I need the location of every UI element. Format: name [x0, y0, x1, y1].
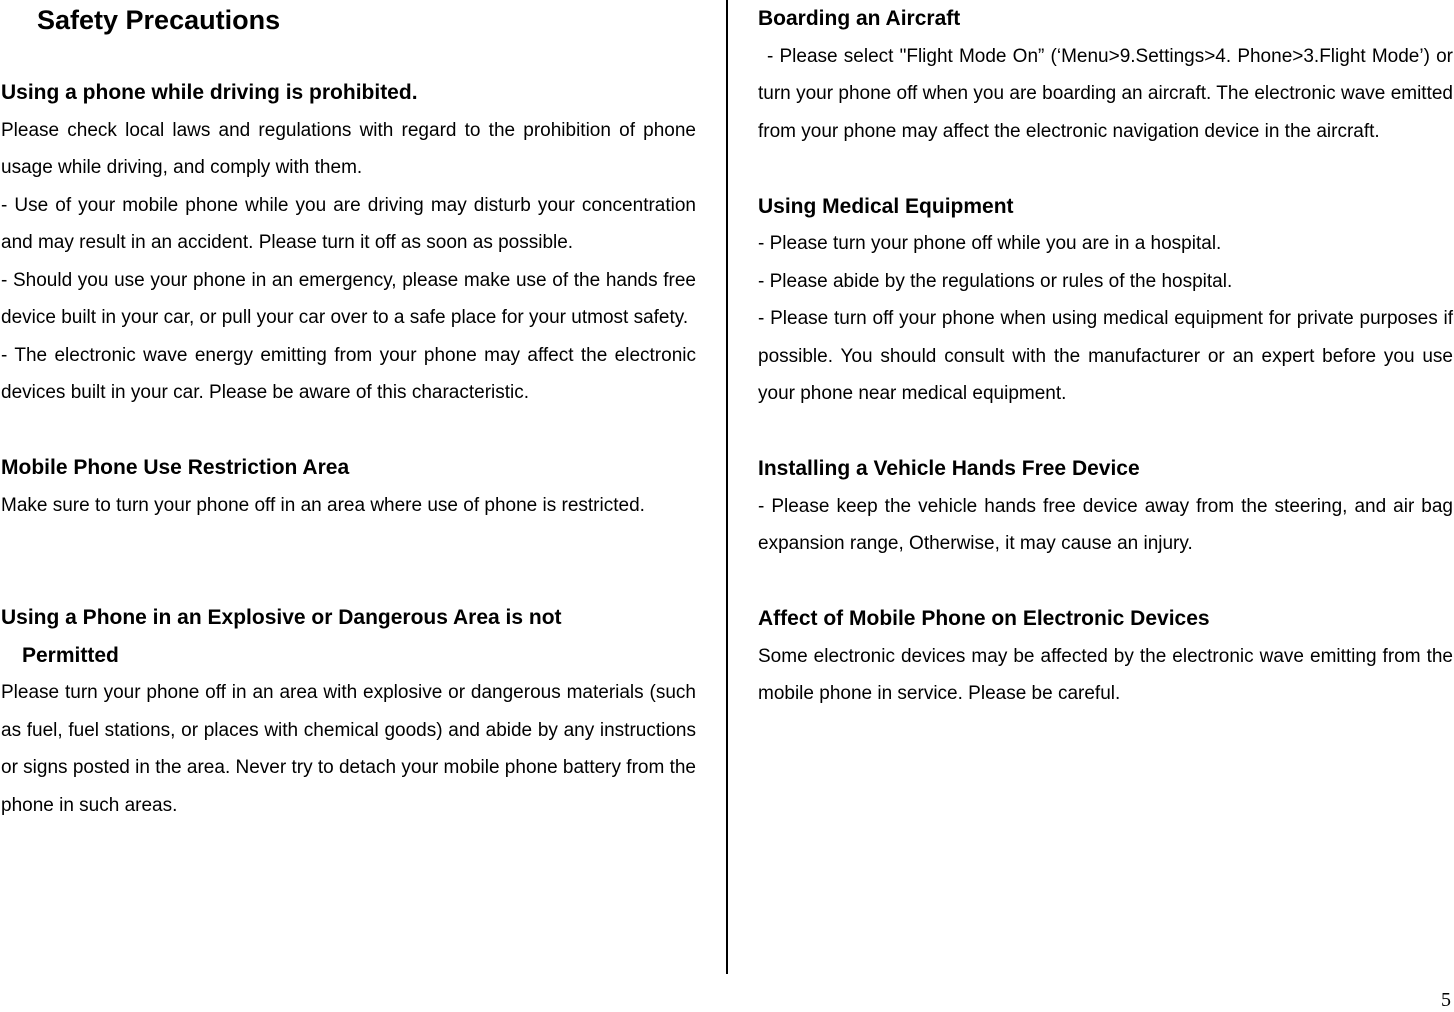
paragraph: Please check local laws and regulations with regard to the prohibition of phone usage while driving, and comply with them.: [1, 119, 696, 178]
spacer: [758, 413, 1453, 451]
section-heading: Using a Phone in an Explosive or Dangerous Area is not: [1, 606, 562, 629]
paragraph: - Use of your mobile phone while you are driving may disturb your concentration and may result in an accident. Please turn it off as soon as possible.: [1, 194, 696, 253]
page-number: 5: [1441, 989, 1451, 1011]
section-hands-free: [758, 450, 1453, 563]
left-column: [1, 0, 696, 824]
section-explosive-area: [1, 599, 696, 824]
paragraph: - Please keep the vehicle hands free device away from the steering, and air bag expansion range, Otherwise, it may cause an injury.: [758, 495, 1453, 554]
spacer: [758, 150, 1453, 188]
column-divider: [726, 0, 728, 974]
section-heading: Using Medical Equipment: [758, 194, 1014, 218]
section-medical: [758, 188, 1453, 413]
section-heading: Boarding an Aircraft: [758, 7, 961, 30]
paragraph: Please turn your phone off in an area with explosive or dangerous materials (such as fuel, fuel stations, or places with chemical goods) and abide by any instructions or signs posted in the area. Never try to detach your mobile phone battery from the phone in such areas.: [1, 682, 696, 816]
section-restriction-area: [1, 449, 696, 524]
section-electronic-devices: [758, 600, 1453, 713]
spacer: [758, 563, 1453, 601]
paragraph: - Please turn off your phone when using medical equipment for private purposes if possible. You should consult with the manufacturer or an expert before you use your phone near medical equipment.: [758, 308, 1453, 404]
page-title: Safety Precautions: [37, 5, 281, 35]
section-heading-continued: Permitted: [22, 643, 119, 667]
section-aircraft: [758, 0, 1453, 150]
section-driving: [1, 74, 696, 412]
section-heading: Installing a Vehicle Hands Free Device: [758, 457, 1140, 480]
paragraph: - Please turn your phone off while you are in a hospital.: [758, 233, 1222, 254]
paragraph: Make sure to turn your phone off in an area where use of phone is restricted.: [1, 494, 645, 516]
spacer: [1, 412, 696, 450]
paragraph: - Please abide by the regulations or rules of the hospital.: [758, 270, 1233, 292]
spacer: [1, 40, 696, 74]
paragraph: - Should you use your phone in an emergency, please make use of the hands free device built in your car, or pull your car over to a safe place for your utmost safety.: [1, 269, 696, 328]
paragraph: - The electronic wave energy emitting from your phone may affect the electronic devices built in your car. Please be aware of this characteristic.: [1, 344, 696, 403]
spacer: [1, 524, 696, 599]
section-heading: Mobile Phone Use Restriction Area: [1, 456, 350, 479]
paragraph: Some electronic devices may be affected by the electronic wave emitting from the mobile phone in service. Please be careful.: [758, 645, 1453, 704]
right-column: [758, 0, 1453, 713]
section-heading: Affect of Mobile Phone on Electronic Devices: [758, 607, 1210, 630]
section-heading: Using a phone while driving is prohibited.: [1, 81, 418, 104]
paragraph: - Please select "Flight Mode On” (‘Menu>9.Settings>4. Phone>3.Flight Mode’) or turn your phone off when you are boarding an aircraft. The electronic wave emitted from your phone may affect the electronic navigation device in the aircraft.: [758, 45, 1453, 142]
